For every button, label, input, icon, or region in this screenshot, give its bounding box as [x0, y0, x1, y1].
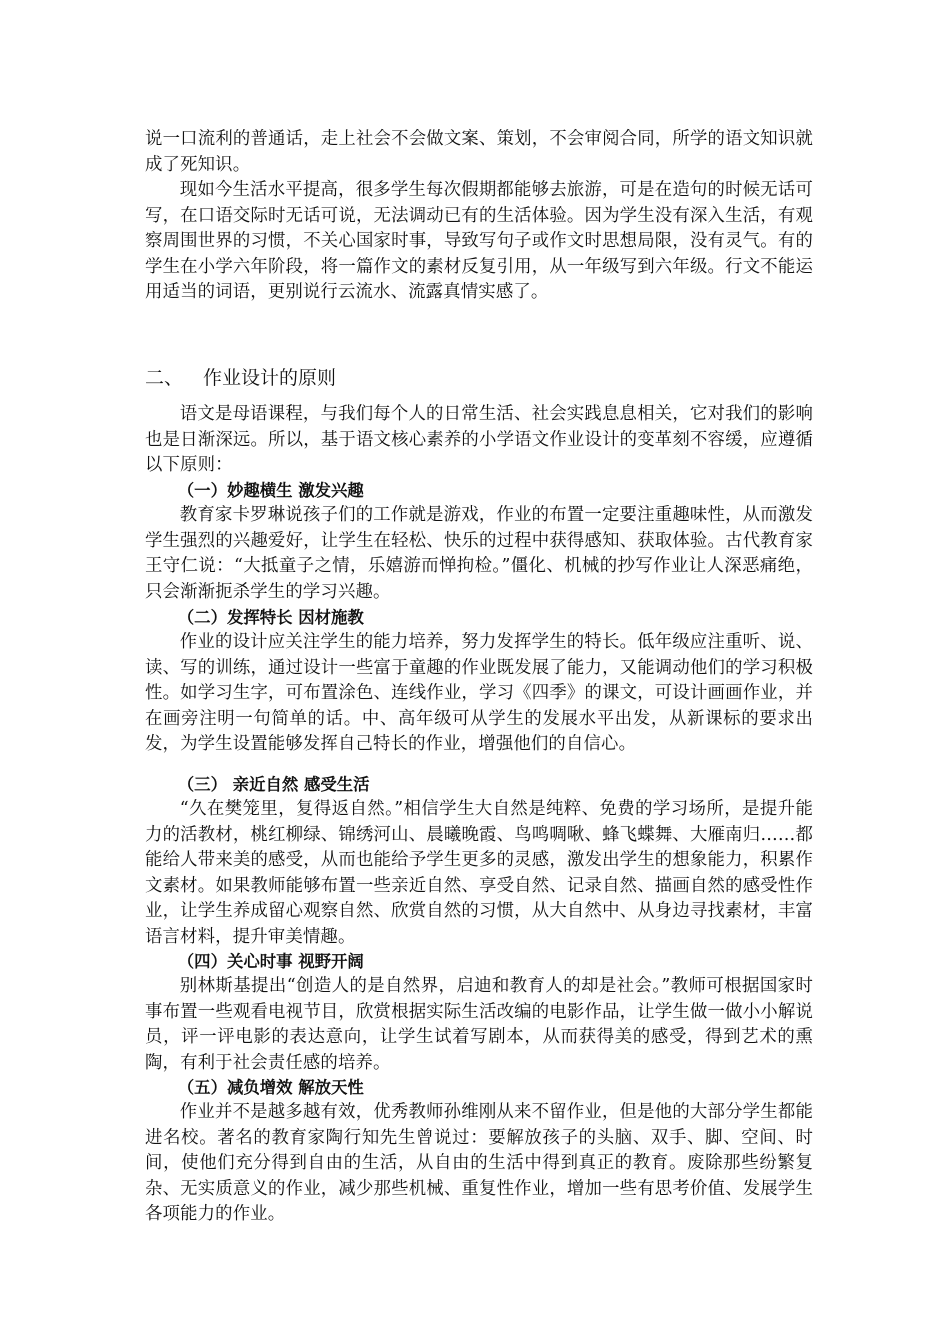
- section-number: 二、: [145, 367, 184, 389]
- principle-heading-3: （三） 亲近自然 感受生活: [177, 775, 370, 794]
- principle-heading-1: （一）妙趣横生 激发兴趣: [177, 481, 364, 500]
- section-intro-paragraph: 语文是母语课程，与我们每个人的日常生活、社会实践息息相关，它对我们的影响也是日渐深远。所以，基于语文核心素养的小学语文作业设计的变革刻不容缓，应遵循以下原则：: [145, 404, 813, 476]
- paragraph-travel: 现如今生活水平提高，很多学生每次假期都能够去旅游，可是在造句的时候无话可写，在口语交际时无话可说，无法调动已有的生活体验。因为学生没有深入生活，有观察周围世界的习惯，不关心国家时事，导致写句子或作文时思想局限，没有灵气。有的学生在小学六年阶段，将一篇作文的素材反复引用，从一年级写到六年级。行文不能运用适当的词语，更别说行云流水、流露真情实感了。: [145, 180, 813, 303]
- principle-heading-2: （二）发挥特长 因材施教: [177, 608, 364, 627]
- paragraph-continuation: 说一口流利的普通话，走上社会不会做文案、策划，不会审阅合同，所学的语文知识就成了死知识。: [145, 129, 813, 175]
- section-heading: [145, 365, 813, 391]
- principle-body-5: 作业并不是越多越有效，优秀教师孙维刚从来不留作业，但是他的大部分学生都能进名校。著名的教育家陶行知先生曾说过：要解放孩子的头脑、双手、脚、空间、时间，使他们充分得到自由的生活，从自由的生活中得到真正的教育。废除那些纷繁复杂、无实质意义的作业，减少那些机械、重复性作业，增加一些有思考价值、发展学生各项能力的作业。: [145, 1102, 813, 1225]
- principle-heading-5: （五）减负增效 解放天性: [177, 1078, 364, 1097]
- section-title: 作业设计的原则: [203, 367, 337, 389]
- principle-body-2: 作业的设计应关注学生的能力培养，努力发挥学生的特长。低年级应注重听、说、读、写的训练，通过设计一些富于童趣的作业既发展了能力，又能调动他们的学习积极性。如学习生字，可布置涂色、连线作业，学习《四季》的课文，可设计画画作业，并在画旁注明一句简单的话。中、高年级可从学生的发展水平出发，从新课标的要求出发，为学生设置能够发挥自己特长的作业，增强他们的自信心。: [145, 632, 813, 755]
- principle-body-4: 别林斯基提出“创造人的是自然界，启迪和教育人的却是社会。”教师可根据国家时事布置一些观看电视节目，欣赏根据实际生活改编的电影作品，让学生做一做小小解说员，评一评电影的表达意向，让学生试着写剧本，从而获得美的感受，得到艺术的熏陶，有利于社会责任感的培养。: [145, 976, 813, 1073]
- principle-body-3: “久在樊笼里，复得返自然。”相信学生大自然是纯粹、免费的学习场所，是提升能力的活教材，桃红柳绿、锦绣河山、晨曦晚霞、鸟鸣啁啾、蜂飞蝶舞、大雁南归……都能给人带来美的感受，从而也能给予学生更多的灵感，激发出学生的想象能力，积累作文素材。如果教师能够布置一些亲近自然、享受自然、记录自然、描画自然的感受性作业，让学生养成留心观察自然、欣赏自然的习惯，从大自然中、从身边寻找素材，丰富语言材料，提升审美情趣。: [145, 799, 813, 947]
- principle-body-1: 教育家卡罗琳说孩子们的工作就是游戏，作业的布置一定要注重趣味性，从而激发学生强烈的兴趣爱好，让学生在轻松、快乐的过程中获得感知、获取体验。古代教育家王守仁说：“大抵童子之情，乐嬉游而惮拘检。”僵化、机械的抄写作业让人深恶痛绝，只会渐渐扼杀学生的学习兴趣。: [145, 505, 813, 602]
- principle-heading-4: （四）关心时事 视野开阔: [177, 952, 364, 971]
